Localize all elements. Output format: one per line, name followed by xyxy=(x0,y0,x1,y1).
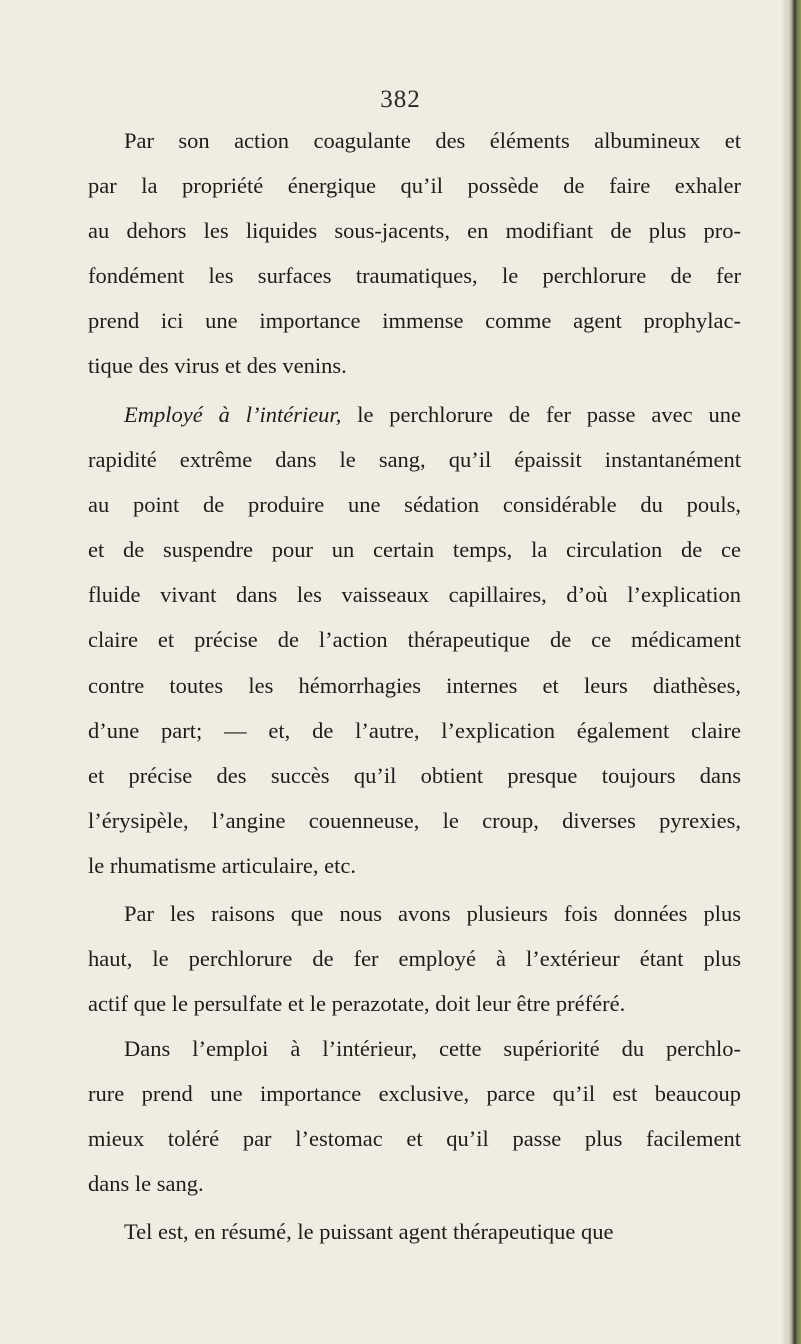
page-number: 382 xyxy=(380,86,421,113)
text-line: rapidité extrême dans le sang, qu’il épaissit instantanément xyxy=(88,447,741,473)
paragraph-2 xyxy=(88,392,741,888)
italic-lead: Employé à l’intérieur, xyxy=(124,402,342,427)
text-line: Par son action coagulante des éléments albumineux et xyxy=(124,128,741,153)
text-line: tique des virus et des venins. xyxy=(88,353,347,379)
text-line: et précise des succès qu’il obtient presque toujours dans xyxy=(88,762,741,788)
text-line: fluide vivant dans les vaisseaux capillaires, d’où l’explication xyxy=(88,582,741,608)
lead-rest: le perchlorure de fer passe avec une xyxy=(341,402,741,427)
text-line: contre toutes les hémorrhagies internes et leurs diathèses, xyxy=(88,672,741,698)
paragraph-5 xyxy=(88,1209,741,1254)
text-line: mieux toléré par l’estomac et qu’il passe plus facilement xyxy=(88,1126,741,1152)
text-line: fondément les surfaces traumatiques, le perchlorure de fer xyxy=(88,263,741,289)
page-edge xyxy=(787,0,801,1344)
text-line: dans le sang. xyxy=(88,1171,204,1197)
text-line: actif que le persulfate et le perazotate, doit leur être préféré. xyxy=(88,991,626,1017)
paragraph-3 xyxy=(88,891,741,1026)
text-line: claire et précise de l’action thérapeutique de ce médicament xyxy=(88,627,741,653)
text-line: rure prend une importance exclusive, parce qu’il est beaucoup xyxy=(88,1081,741,1107)
text-line: au dehors les liquides sous-jacents, en modifiant de plus pro- xyxy=(88,218,741,244)
text-line: prend ici une importance immense comme agent prophylac- xyxy=(88,308,741,334)
text-line: Tel est, en résumé, le puissant agent thérapeutique que xyxy=(124,1219,614,1244)
text-line: et de suspendre pour un certain temps, la circulation de ce xyxy=(88,537,741,563)
text-line: d’une part; — et, de l’autre, l’explication également claire xyxy=(88,717,741,743)
text-line-lead xyxy=(88,392,741,437)
text-line: au point de produire une sédation considérable du pouls, xyxy=(88,492,741,518)
text-line: haut, le perchlorure de fer employé à l’extérieur étant plus xyxy=(88,946,741,972)
text-line: Dans l’emploi à l’intérieur, cette supériorité du perchlo- xyxy=(124,1036,741,1061)
text-line: Par les raisons que nous avons plusieurs fois données plus xyxy=(124,901,741,926)
paragraph-4 xyxy=(88,1026,741,1206)
text-line: par la propriété énergique qu’il possède de faire exhaler xyxy=(88,173,741,199)
paragraph-1 xyxy=(88,118,741,389)
text-line: le rhumatisme articulaire, etc. xyxy=(88,852,357,878)
text-line: l’érysipèle, l’angine couenneuse, le croup, diverses pyrexies, xyxy=(88,807,741,833)
